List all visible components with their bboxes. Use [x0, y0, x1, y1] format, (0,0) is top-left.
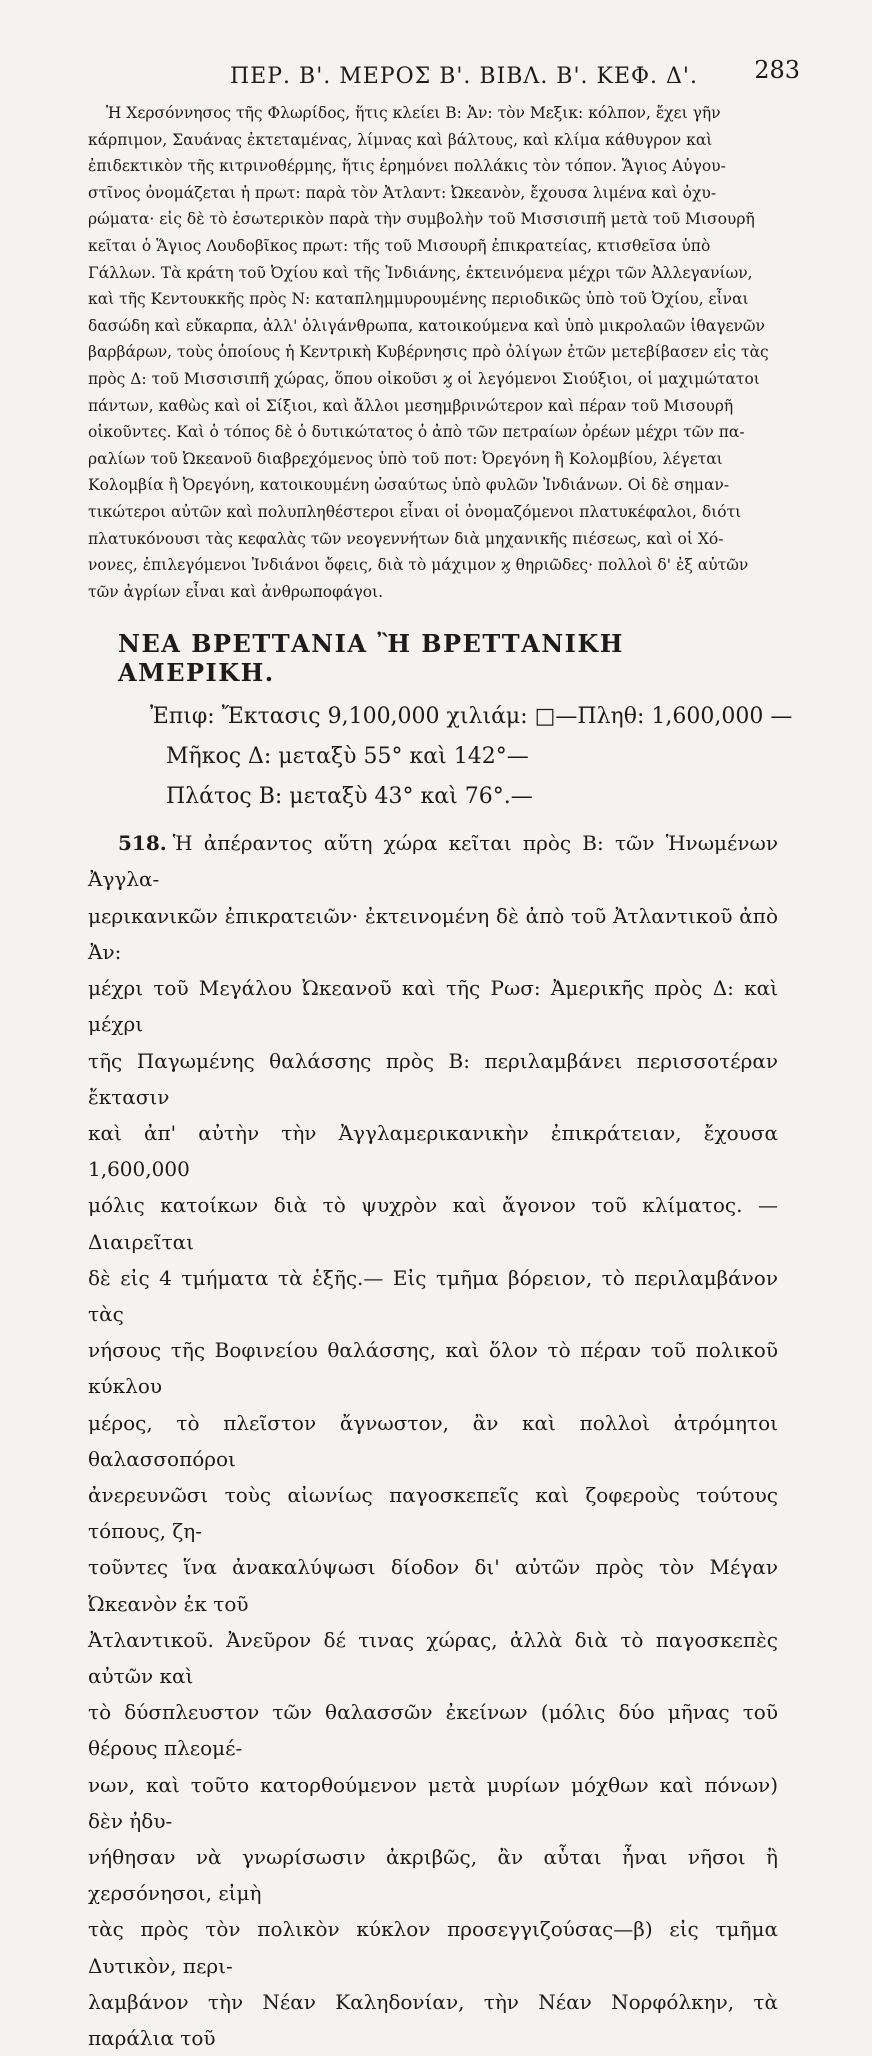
- text-line: μόλις κατοίκων διὰ τὸ ψυχρὸν καὶ ἄγονον τοῦ κλίματος. —Διαιρεῖται: [88, 1193, 778, 1254]
- text-line: πλατυκόνουσι τὰς κεφαλὰς τῶν νεογεννήτων διὰ μηχανικῆς πιέσεως, καὶ οἱ Χό-: [88, 529, 724, 548]
- text-line: ἀνερευνῶσι τοὺς αἰωνίως παγοσκεπεῖς καὶ ζοφεροὺς τούτους τόπους, ζη-: [88, 1482, 778, 1544]
- stats-longitude: Μῆκος Δ: μεταξὺ 55° καὶ 142°—: [166, 744, 529, 770]
- text-line: Ἡ Χερσόννησος τῆς Φλωρίδος, ἥτις κλείει Β: Ἀν: τὸν Μεξικ: κόλπον, ἔχει γῆν: [106, 104, 721, 122]
- text-line: λαμβάνον τὴν Νέαν Καληδονίαν, τὴν Νέαν Νορφόλκην, τὰ παράλια τοῦ: [88, 1989, 778, 2050]
- text-line: πάντων, καθὼς καὶ οἱ Σίξιοι, καὶ ἄλλοι μεσημβρινώτερον καὶ πέραν τοῦ Μισουρῆ: [88, 396, 734, 415]
- text-line-content: Ἡ ἀπέραντος αὕτη χώρα κεῖται πρὸς Β: τῶν Ἡνωμένων Ἀγγλα-: [88, 831, 778, 892]
- section-stats: [150, 697, 793, 817]
- paragraph-florida: [88, 100, 778, 605]
- text-line: μέρος, τὸ πλεῖστον ἄγνωστον, ἂν καὶ πολλοὶ ἀτρόμητοι θαλασσοπόροι: [88, 1410, 778, 1471]
- text-line: καὶ ἀπ' αὐτὴν τὴν Ἀγγλαμερικανικὴν ἐπικράτειαν, ἔχουσα 1,600,000: [88, 1120, 778, 1182]
- page-header: [110, 56, 800, 96]
- text-line: τῶν ἀγρίων εἶναι καὶ ἀνθρωποφάγοι.: [88, 582, 384, 601]
- text-line: καὶ τῆς Κεντουκκῆς πρὸς Ν: καταπλημμυρουμένης περιοδικῶς ὑπὸ τοῦ Ὀχίου, εἶναι: [88, 290, 749, 309]
- text-line: νονες, ἐπιλεγόμενοι Ἰνδιάνοι ὄφεις, διὰ τὸ μάχιμον ϗ θηριῶδες· πολλοὶ δ' ἐξ αὐτῶν: [88, 556, 749, 575]
- text-line: νήσους τῆς Βοφινείου θαλάσσης, καὶ ὅλον τὸ πέραν τοῦ πολικοῦ κύκλου: [88, 1338, 778, 1399]
- text-line: τῆς Παγωμένης θαλάσσης πρὸς Β: περιλαμβάνει περισσοτέραν ἔκτασιν: [88, 1048, 778, 1109]
- text-line: ραλίων τοῦ Ὠκεανοῦ διαβρεχόμενος ὑπὸ τοῦ ποτ: Ὀρεγόνη ἢ Κολομβίου, λέγεται: [88, 449, 723, 468]
- text-line: ρώματα· εἰς δὲ τὸ ἐσωτερικὸν παρὰ τὴν συμβολὴν τοῦ Μισσισιπῆ μετὰ τοῦ Μισουρῆ: [88, 210, 755, 229]
- text-line: μέχρι τοῦ Μεγάλου Ὠκεανοῦ καὶ τῆς Ρωσ: Ἀμερικῆς πρὸς Δ: καὶ μέχρι: [88, 976, 778, 1037]
- text-line: οἰκοῦντες. Καὶ ὁ τόπος δὲ ὁ δυτικώτατος ὁ ἀπὸ τῶν πετραίων ὀρέων μέχρι τῶν πα-: [88, 423, 745, 442]
- text-line: ἐπιδεκτικὸν τῆς κιτρινοθέρμης, ἥτις ἐρημόνει πολλάκις τὸν τόπον. Ἅγιος Αὐγου-: [88, 157, 726, 176]
- page-number: 283: [754, 56, 800, 84]
- text-line: τὸ δύσπλευστον τῶν θαλασσῶν ἐκείνων (μόλις δύο μῆνας τοῦ θέρους πλεομέ-: [88, 1700, 778, 1761]
- text-line: [88, 825, 778, 897]
- text-line: στῖνος ὀνομάζεται ἡ πρωτ: παρὰ τὸν Ἀτλαντ: Ὠκεανὸν, ἔχουσα λιμένα καὶ ὀχυ-: [88, 183, 717, 202]
- stats-area-population: Ἐπιφ: Ἔκτασις 9,100,000 χιλιάμ: □—Πληθ: 1,600,000 —: [150, 704, 793, 730]
- stats-latitude: Πλάτος Β: μεταξὺ 43° καὶ 76°.—: [166, 784, 533, 810]
- text-line: τὰς πρὸς τὸν πολικὸν κύκλον προσεγγιζούσας—β) εἰς τμῆμα Δυτικὸν, περι-: [88, 1917, 778, 1978]
- text-line: Γάλλων. Τὰ κράτη τοῦ Ὀχίου καὶ τῆς Ἰνδιάνης, ἐκτεινόμενα μέχρι τῶν Ἀλλεγανίων,: [88, 263, 753, 282]
- running-head: ΠΕΡ. Β'. ΜΕΡΟΣ Β'. ΒΙΒΛ. Β'. ΚΕΦ. Δ'.: [230, 64, 698, 89]
- text-line: Κολομβία ἢ Ὀρεγόνη, κατοικουμένη ὡσαύτως ὑπὸ φυλῶν Ἰνδιάνων. Οἱ δὲ σημαν-: [88, 476, 730, 495]
- paragraph-518: [88, 825, 778, 2056]
- page-body: [88, 100, 793, 2056]
- text-line: πρὸς Δ: τοῦ Μισσισιπῆ χώρας, ὅπου οἰκοῦσι ϗ οἱ λεγόμενοι Σιούξιοι, οἱ μαχιμώτατοι: [88, 369, 760, 388]
- text-line: τοῦντες ἵνα ἀνακαλύψωσι δίοδον δι' αὐτῶν πρὸς τὸν Μέγαν Ὠκεανὸν ἐκ τοῦ: [88, 1555, 778, 1616]
- text-line: κάρπιμον, Σαυάνας ἐκτεταμένας, λίμνας καὶ βάλτους, καὶ κλίμα κάθυγρον καὶ: [88, 130, 713, 149]
- text-line: βαρβάρων, τοὺς ὁποίους ἡ Κεντρικὴ Κυβέρνησις πρὸ ὀλίγων ἐτῶν μετεβίβασεν εἰς τὰς: [88, 343, 769, 362]
- paragraph-number: 518.: [118, 831, 167, 856]
- text-line: δασώδη καὶ εὔκαρπα, ἀλλ' ὀλιγάνθρωπα, κατοικούμενα καὶ ὑπὸ μικρολαῶν ἰθαγενῶν: [88, 316, 765, 335]
- text-line: νων, καὶ τοῦτο κατορθούμενον μετὰ μυρίων μόχθων καὶ πόνων) δὲν ἠδυ-: [88, 1772, 778, 1833]
- text-line: μερικανικῶν ἐπικρατειῶν· ἐκτεινομένη δὲ ἀπὸ τοῦ Ἀτλαντικοῦ ἀπὸ Ἀν:: [88, 903, 778, 964]
- text-line: τικώτεροι αὐτῶν καὶ πολυπληθέστεροι εἶναι οἱ ὀνομαζόμενοι πλατυκέφαλοι, διότι: [88, 502, 742, 521]
- section-title: ΝΕΑ ΒΡΕΤΤΑΝΙΑ Ἢ ΒΡΕΤΤΑΝΙΚΗ ΑΜΕΡΙΚΗ.: [118, 629, 624, 688]
- text-line: Ἀτλαντικοῦ. Ἀνεῦρον δέ τινας χώρας, ἀλλὰ διὰ τὸ παγοσκεπὲς αὐτῶν καὶ: [88, 1627, 778, 1688]
- text-line: κεῖται ὁ Ἅγιος Λουδοβῖκος πρωτ: τῆς τοῦ Μισουρῆ ἐπικρατείας, κτισθεῖσα ὑπὸ: [88, 236, 711, 255]
- text-line: δὲ εἰς 4 τμήματα τὰ ἑξῆς.— Εἰς τμῆμα βόρειον, τὸ περιλαμβάνον τὰς: [88, 1265, 778, 1326]
- text-line: νήθησαν νὰ γνωρίσωσιν ἀκριβῶς, ἂν αὗται ἦναι νῆσοι ἢ χερσόνησοι, εἰμὴ: [88, 1844, 778, 1906]
